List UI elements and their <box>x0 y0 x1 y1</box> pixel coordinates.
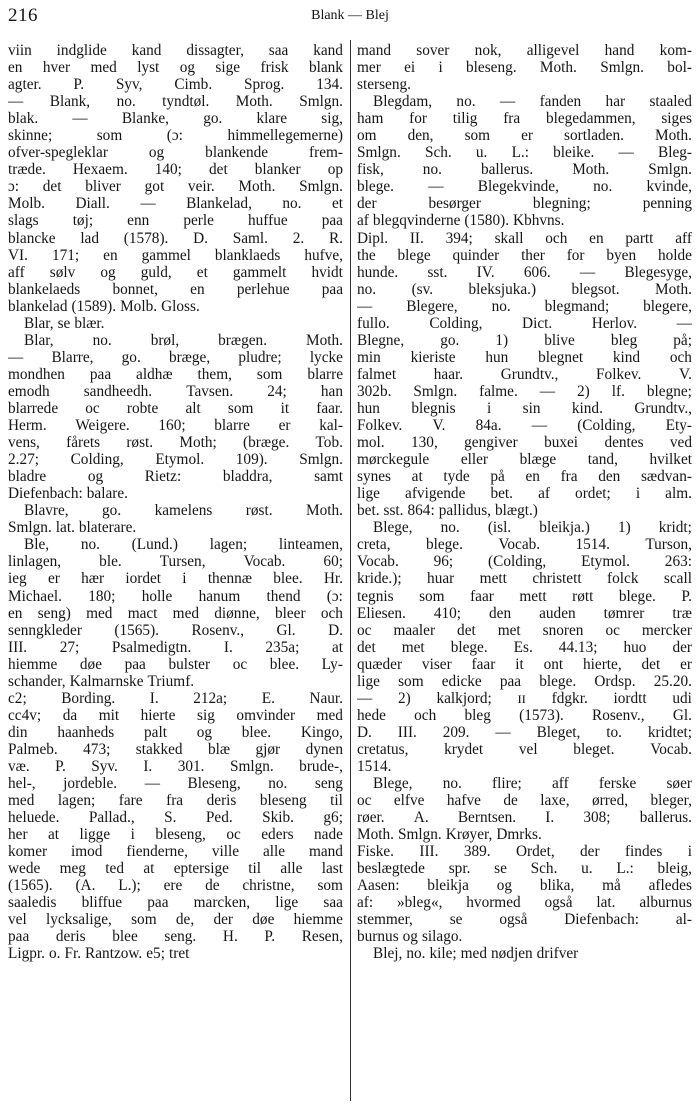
text-line: skinne; som (ɔ: himmellegemerne) <box>8 127 343 145</box>
text-line: sterseng. <box>357 76 411 94</box>
page-number: 216 <box>8 5 38 26</box>
text-line: VI. 171; en gammel blanklaeds hufve, <box>8 246 343 264</box>
text-line: hiemme døe paa bulster oc blee. Ly- <box>8 655 343 673</box>
text-line: Palmeb. 473; stakked blæ gjør dynen <box>8 740 343 758</box>
text-line: ieg er hær iordet i thennæ blee. Hr. <box>8 570 343 588</box>
text-line: (1565). (A. L.); ere de christne, som <box>8 877 343 895</box>
text-line: D. III. 209. — Bleget, to. kridtet; <box>357 723 692 741</box>
text-line: emodh sandheedh. Tavsen. 24; han <box>8 382 343 400</box>
text-line: Blege, no. flire; aff ferske søer <box>373 775 692 793</box>
text-line: Ligpr. o. Fr. Rantzow. e5; tret <box>8 945 190 963</box>
text-line: Smlgn. lat. blaterare. <box>8 519 137 537</box>
text-line: agter. P. Syv, Cimb. Sprog. 134. <box>8 76 343 94</box>
text-line: Folkev. V. 84a. — (Colding, Ety- <box>357 417 692 435</box>
left-column <box>8 42 343 963</box>
text-line: Blar, no. brøl, brægen. Moth. <box>24 331 343 349</box>
text-line: væ. P. Syv. I. 301. Smlgn. brude-, <box>8 757 343 775</box>
column-divider <box>350 40 351 1101</box>
text-line: hun blegnis i sin kind. Grundtv., <box>357 399 692 417</box>
text-line: Diefenbach: balare. <box>8 485 128 503</box>
text-line: bladre og Rietz: bladdra, samt <box>8 468 343 486</box>
text-line: Blegne, go. 1) blive bleg på; <box>357 331 692 349</box>
text-line: tegnis som faar mett røtt blege. P. <box>357 587 692 605</box>
text-line: ɔ: det bliver got veir. Moth. Smlgn. <box>8 178 343 196</box>
text-line: vens, fårets røst. Moth; (bræge. Tob. <box>8 434 343 452</box>
text-line: fullo. Colding, Dict. Herlov. — <box>357 314 692 332</box>
text-line: Blar, se blær. <box>24 314 105 332</box>
text-line: hede och bleg (1573). Rosenv., Gl. <box>357 706 692 724</box>
text-line: — Blank, no. tyndtøl. Moth. Smlgn. <box>8 93 343 111</box>
text-line: 1514. <box>357 757 392 775</box>
text-line: her at ligge i bleseng, oc eders nade <box>8 826 343 844</box>
text-line: en seng) med mact med diønne, bleer och <box>8 604 343 622</box>
text-line: synes at tyde på en fra den sædvan- <box>357 468 692 486</box>
text-line: blege. — Blegekvinde, no. kvinde, <box>357 178 692 196</box>
text-line: ofver-spegleklar og blankende frem- <box>8 144 343 162</box>
text-line: schander, Kalmarnske Triumf. <box>8 672 195 690</box>
text-line: oc elfve hafve de laxe, ørred, bleger, <box>357 792 692 810</box>
text-line: c2; Bording. I. 212a; E. Naur. <box>8 689 343 707</box>
text-line: mørckegule eller blæge tand, hvilket <box>357 451 692 469</box>
text-line: med lagen; fare fra deris bleseng til <box>8 792 343 810</box>
text-line: paa deris blee seng. H. P. Resen, <box>8 928 343 946</box>
text-line: blankelad (1589). Molb. Gloss. <box>8 297 200 315</box>
text-line: en hver med lyst og sige frisk blank <box>8 59 343 77</box>
text-line: Blavre, go. kamelens røst. Moth. <box>24 502 343 520</box>
text-line: af blegqvinderne (1580). Kbhvns. <box>357 212 565 230</box>
text-line: 302b. Smlgn. falme. — 2) lf. blegne; <box>357 382 692 400</box>
text-line: fisk, no. ballerus. Moth. Smlgn. <box>357 161 692 179</box>
text-line: — 2) kalkjord; ɪɪ fdgkr. iordtt udi <box>357 689 692 707</box>
text-line: heluede. Pallad., S. Ped. Skib. g6; <box>8 809 343 827</box>
text-line: lige som edicke paa blege. Ordsp. 25.20. <box>357 672 692 690</box>
text-line: hel-, jordeble. — Bleseng, no. seng <box>8 775 343 793</box>
text-line: aff sølv og guld, et gammelt hvidt <box>8 263 343 281</box>
text-line: mand sover nok, alligevel hand kom- <box>357 42 692 59</box>
text-line: Blege, no. (isl. bleikja.) 1) kridt; <box>373 519 692 537</box>
text-line: — Blegere, no. blegmand; blegere, <box>357 297 692 315</box>
running-head: Blank — Blej <box>311 8 389 23</box>
text-line: cretatus, krydet vel bleget. Vocab. <box>357 740 692 758</box>
text-line: min kieriste hun blegnet kind och <box>357 348 692 366</box>
text-line: blarrede oc robte alt som it faar. <box>8 399 343 417</box>
text-line: burnus og silago. <box>357 928 463 946</box>
text-line: Moth. Smlgn. Krøyer, Dmrks. <box>357 826 542 844</box>
text-line: falmet haar. Grundtv., Folkev. V. <box>357 365 692 383</box>
text-line: komer imod fienderne, ville alle mand <box>8 843 343 861</box>
text-line: blak. — Blanke, go. klare sig, <box>8 110 343 128</box>
text-line: om den, som er sortladen. Moth. <box>357 127 692 145</box>
text-line: Ble, no. (Lund.) lagen; linteamen, <box>24 536 343 554</box>
text-line: stemmer, se også Diefenbach: al- <box>357 911 692 929</box>
text-line: vel lycksalige, som de, der døe hiemme <box>8 911 343 929</box>
text-line: slags tøj; enn perle huffue paa <box>8 212 343 230</box>
text-line: det met blege. Es. 44.13; huo der <box>357 638 692 656</box>
text-line: der besørger blegning; penning <box>357 195 692 213</box>
text-line: quæder viser faar it ont hierte, det er <box>357 655 692 673</box>
text-line: viin indglide kand dissagter, saa kand <box>8 42 343 59</box>
text-line: træde. Hexaem. 140; det blanker op <box>8 161 343 179</box>
text-line: 2.27; Colding, Etymol. 109). Smlgn. <box>8 451 343 469</box>
text-line: no. (sv. bleksjuka.) blegsot. Moth. <box>357 280 692 298</box>
text-line: hunde. sst. IV. 606. — Blegesyge, <box>357 263 692 281</box>
text-line: Blegdam, no. — fanden har staaled <box>373 93 692 111</box>
text-line: oc maaler det met snoren oc mercker <box>357 621 692 639</box>
text-line: Molb. Diall. — Blankelad, no. et <box>8 195 343 213</box>
text-line: blancke lad (1578). D. Saml. 2. R. <box>8 229 343 247</box>
text-line: mondhen paa aldhæ them, som blarre <box>8 365 343 383</box>
text-line: mol. 130, gengiver buxei dentes ved <box>357 434 692 452</box>
text-line: Eliesen. 410; den auden tømrer træ <box>357 604 692 622</box>
text-line: creta, blege. Vocab. 1514. Turson, <box>357 536 692 554</box>
text-line: blankelaeds bonnet, en perlehue paa <box>8 280 343 298</box>
text-line: — Blarre, go. bræge, pludre; lycke <box>8 348 343 366</box>
text-line: Blej, no. kile; med nødjen drifver <box>373 945 579 963</box>
text-line: Smlgn. Sch. u. L.: bleike. — Bleg- <box>357 144 692 162</box>
text-line: saaledis bliffue paa marcken, lige saa <box>8 894 343 912</box>
text-line: linlagen, ble. Tursen, Vocab. 60; <box>8 553 343 571</box>
text-line: the blege quinder ther for byen holde <box>357 246 692 264</box>
text-line: senngkleder (1565). Rosenv., Gl. D. <box>8 621 343 639</box>
text-line: Fiske. III. 389. Ordet, der findes i <box>357 843 692 861</box>
text-line: kride.); huar mett christett folck scall <box>357 570 692 588</box>
text-line: af: »bleg«, hvormed også lat. alburnus <box>357 894 692 912</box>
text-line: ham for tilig fra blegedammen, siges <box>357 110 692 128</box>
right-column <box>357 42 692 963</box>
text-line: Michael. 180; holle hanum thend (ɔ: <box>8 587 343 605</box>
text-line: røer. A. Berntsen. I. 308; ballerus. <box>357 809 692 827</box>
text-line: Vocab. 96; (Colding, Etymol. 263: <box>357 553 692 571</box>
text-line: wede meg ted at eptersige til alle last <box>8 860 343 878</box>
text-line: mer ei i bleseng. Moth. Smlgn. bol- <box>357 59 692 77</box>
text-line: lige afvigende bet. af ordet; i alm. <box>357 485 692 503</box>
text-line: bet. sst. 864: pallidus, blægt.) <box>357 502 538 520</box>
page-header <box>6 5 694 29</box>
text-line: cc4v; da mit hierte sig omvinder med <box>8 706 343 724</box>
text-line: Aasen: bleikja og blika, må afledes <box>357 877 692 895</box>
text-line: Herm. Weigere. 160; blarre er kal- <box>8 417 343 435</box>
text-line: III. 27; Psalmedigtn. I. 235a; at <box>8 638 343 656</box>
text-line: Dipl. II. 394; skall och en partt aff <box>357 229 692 247</box>
text-line: beslægtede spr. se Sch. u. L.: bleig, <box>357 860 692 878</box>
text-line: din haanheds palt og blee. Kingo, <box>8 723 343 741</box>
